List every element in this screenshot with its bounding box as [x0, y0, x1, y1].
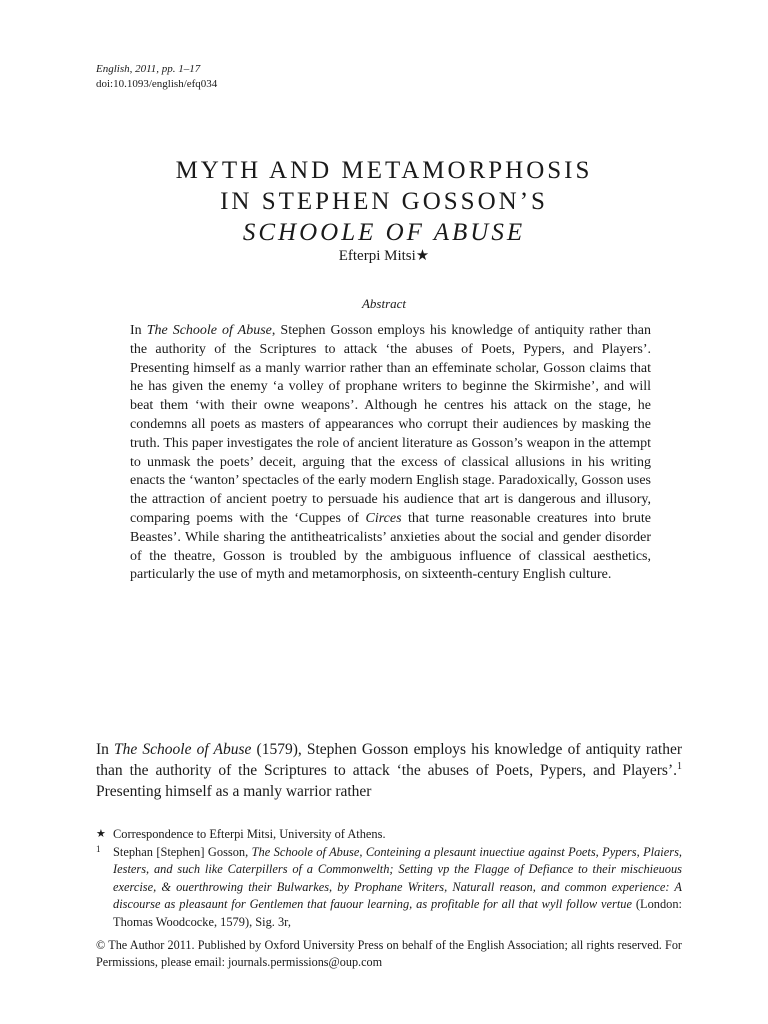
journal-citation [96, 62, 217, 92]
footnote-correspondence [96, 826, 682, 844]
abstract-text-segment: that turne reasonable creatures into brute Beastes’. While sharing the antitheatricalists’ anxieties about the social and gender disorder of the theatre, Gosson is troubled by the ambiguous influence of classical aesthetics, particularly the use of myth and metamorphosis, on sixteenth-century English culture. [130, 510, 651, 583]
title-line-2: IN STEPHEN GOSSON’S [220, 187, 548, 215]
article-title [0, 155, 768, 248]
abstract-book-title: The Schoole of Abuse [146, 323, 272, 338]
star-icon: ★ [96, 828, 106, 840]
abstract-circes: Circes [365, 510, 402, 526]
footnote-text: Correspondence to Efterpi Mitsi, University of Athens. [113, 827, 386, 841]
footnote-book-title: The Schoole of Abuse, Conteining a plesaunt inuectiue against Poets, Pypers, Plaiers, Iesters, and such like Caterpillers of a Commonwelth; Setting vp the Flagge of Defiance to their mischieuous exercise, & ouerthrowing their Bulwarkes, by Prophane Writers, Naturall reason, and common experience: A discourse as pleasaunt for Gentlemen that fauour learning, as profitable for all that wyll follow vertue [113, 844, 682, 912]
footnote-number: 1 [96, 843, 101, 854]
abstract-text [130, 322, 651, 585]
footnote-text: (London: Thomas Woodcocke, 1579), Sig. 3r, [113, 897, 682, 929]
footnote-1 [96, 844, 682, 932]
footnote-reference-1[interactable]: 1 [677, 760, 682, 772]
footnote-text: Stephan [Stephen] Gosson, [113, 844, 252, 859]
body-paragraph [96, 739, 682, 802]
abstract-heading: Abstract [361, 296, 407, 311]
title-line-1: MYTH AND METAMORPHOSIS [175, 156, 593, 184]
abstract-text-segment: In [130, 323, 147, 338]
title-line-3: SCHOOLE OF ABUSE [242, 218, 526, 246]
body-text-segment: In [96, 741, 115, 758]
copyright-notice: © The Author 2011. Published by Oxford University Press on behalf of the English Association; all rights reserved. For Permissions, please email: journals.permissions@oup.com [96, 938, 682, 969]
doi-link[interactable]: doi:10.1093/english/efq034 [96, 78, 218, 90]
body-book-title: The Schoole of Abuse [114, 741, 252, 758]
body-text-segment: Presenting himself as a manly warrior rather [96, 783, 372, 800]
author-name: Efterpi Mitsi★ [338, 248, 430, 264]
body-text-segment: (1579), Stephen Gosson employs his knowledge of antiquity rather than the authority of the Scriptures to attack ‘the abuses of Poets, Pypers, and Players’. [96, 741, 682, 779]
journal-reference: English, 2011, pp. 1–17 [96, 63, 201, 75]
footnotes [96, 826, 682, 932]
abstract-text-segment: , Stephen Gosson employs his knowledge of antiquity rather than the authority of the Scriptures to attack ‘the abuses of Poets, Pypers, and Players’. Presenting himself as a manly warrior rather than an effeminate scholar, Gosson claims that he has given the enemy ‘a volley of prophane writers to beginne the Skirmishe’, and will beat them ‘with their owne weapons’. Although he centres his attack on the stage, he condemns all poets as masters of appearances who corrupt their audiences by masking the truth. This paper investigates the role of ancient literature as Gosson’s weapon in the attempt to unmask the poets’ deceit, arguing that the excess of classical allusions in his writing enacts the ‘wanton’ spectacles of the early modern English stage. Paradoxically, Gosson uses the attraction of ancient poetry to persuade his audience that art is dangerous and illusory, comparing poems with the ‘Cuppes of [130, 323, 652, 526]
